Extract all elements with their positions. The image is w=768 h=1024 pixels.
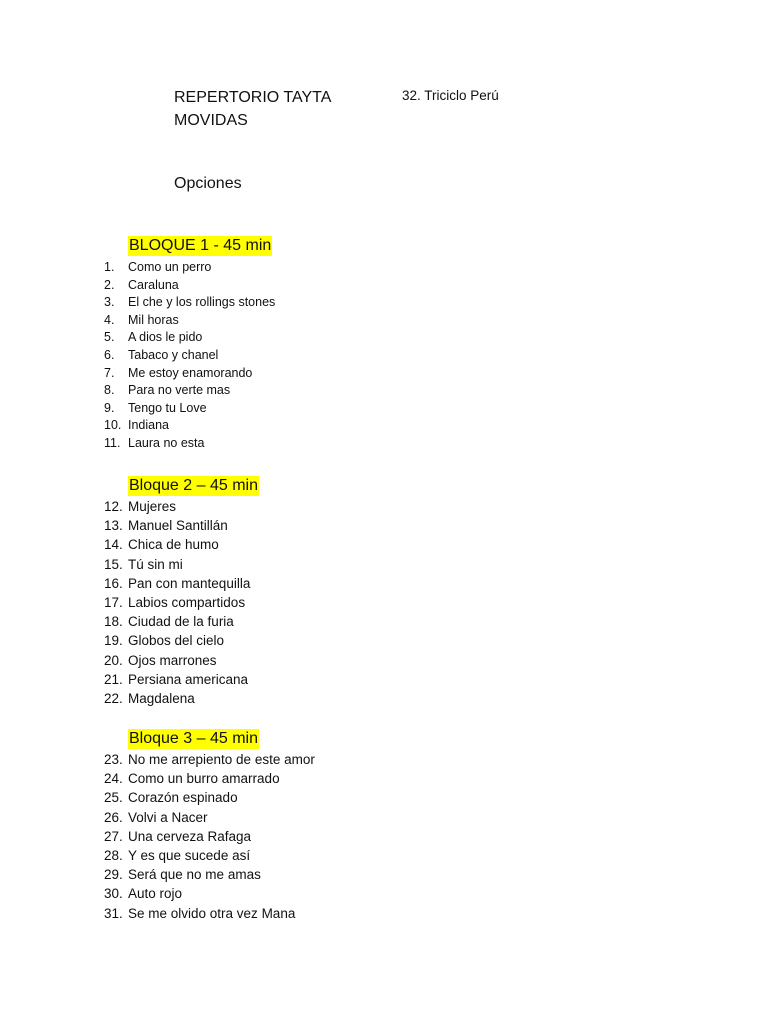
list-item [0,884,500,903]
list-item [0,259,500,277]
song-title: Chica de humo [128,537,219,553]
song-title: Ciudad de la furia [128,614,234,630]
song-title: Mil horas [128,312,179,327]
song-title: Laura no esta [128,435,205,450]
song-title: Tengo tu Love [128,400,207,415]
song-number: 4. [104,312,115,327]
list-item [0,535,500,554]
song-list [0,497,500,708]
song-title: Como un burro amarrado [128,771,280,787]
song-number: 12. [104,499,123,514]
song-title: Globos del cielo [128,633,225,649]
song-number: 20. [104,652,123,668]
list-item [0,670,500,689]
song-number: 7. [104,365,115,380]
song-number: 15. [104,556,123,572]
song-title: Manuel Santillán [128,518,228,534]
list-item [0,651,500,670]
list-item [0,365,500,383]
song-title: Tabaco y chanel [128,347,219,362]
song-title: Persiana americana [128,671,249,687]
list-item [0,312,500,330]
song-title: Volvi a Nacer [128,809,208,825]
list-item [0,750,500,769]
block-heading: BLOQUE 1 - 45 min [129,237,272,254]
song-title: Caraluna [128,277,179,292]
song-title: Como un perro [128,260,212,274]
song-number: 27. [104,828,123,844]
song-title: Para no verte mas [128,383,231,398]
song-number: 11. [104,435,121,450]
list-item [0,417,500,435]
list-item [0,865,500,884]
song-title: Tú sin mi [128,556,183,572]
song-number: 30. [104,886,123,902]
song-number: 5. [104,330,115,345]
song-title: Y es que sucede así [128,847,251,863]
song-number: 1. [104,260,115,274]
song-title: Labios compartidos [128,594,246,610]
list-item [0,769,500,788]
options-heading: Opciones [174,175,242,192]
list-item [0,382,500,400]
list-item [0,574,500,593]
song-number: 31. [104,905,123,921]
song-number: 13. [104,518,123,534]
list-item [0,555,500,574]
song-number: 29. [104,867,123,883]
song-number: 23. [104,752,123,767]
song-title: Se me olvido otra vez Mana [128,905,296,921]
song-title: Pan con mantequilla [128,575,251,591]
list-item [0,277,500,295]
song-number: 9. [104,400,115,415]
list-item [0,294,500,312]
song-list [0,750,500,923]
list-item [0,612,500,631]
song-title: Me estoy enamorando [128,365,253,380]
song-title: No me arrepiento de este amor [128,752,315,767]
song-title: Ojos marrones [128,652,217,668]
list-item [0,329,500,347]
song-number: 26. [104,809,123,825]
list-item [0,904,500,923]
song-title: Auto rojo [128,886,183,902]
list-item [0,689,500,708]
song-number: 3. [104,295,115,310]
list-item [0,846,500,865]
song-number: 8. [104,383,115,398]
song-number: 19. [104,633,123,649]
song-title: Será que no me amas [128,867,261,883]
song-title: Una cerveza Rafaga [128,828,252,844]
song-title: A dios le pido [128,330,203,345]
list-item [0,827,500,846]
list-item [0,788,500,807]
song-list [0,259,500,453]
song-number: 2. [104,277,115,292]
list-item [0,808,500,827]
side-song-entry: 32. Triciclo Perú [402,88,499,103]
song-title: Corazón espinado [128,790,238,806]
song-number: 17. [104,594,123,610]
song-number: 6. [104,347,115,362]
song-number: 10. [104,418,122,433]
song-number: 21. [104,671,123,687]
list-item [0,516,500,535]
song-title: Magdalena [128,690,195,706]
song-title: Mujeres [128,499,177,514]
list-item [0,400,500,418]
song-number: 16. [104,575,123,591]
song-title: El che y los rollings stones [128,295,276,310]
block-heading: Bloque 2 – 45 min [129,477,258,494]
song-title: Indiana [128,418,170,433]
block-heading: Bloque 3 – 45 min [129,730,258,747]
song-number: 22. [104,690,123,706]
song-number: 14. [104,537,123,553]
list-item [0,497,500,516]
list-item [0,347,500,365]
list-item [0,593,500,612]
song-number: 25. [104,790,123,806]
song-number: 18. [104,614,123,630]
list-item [0,435,500,453]
list-item [0,631,500,650]
song-number: 24. [104,771,123,787]
song-number: 28. [104,847,123,863]
document-title: REPERTORIO TAYTA MOVIDAS [174,89,331,129]
